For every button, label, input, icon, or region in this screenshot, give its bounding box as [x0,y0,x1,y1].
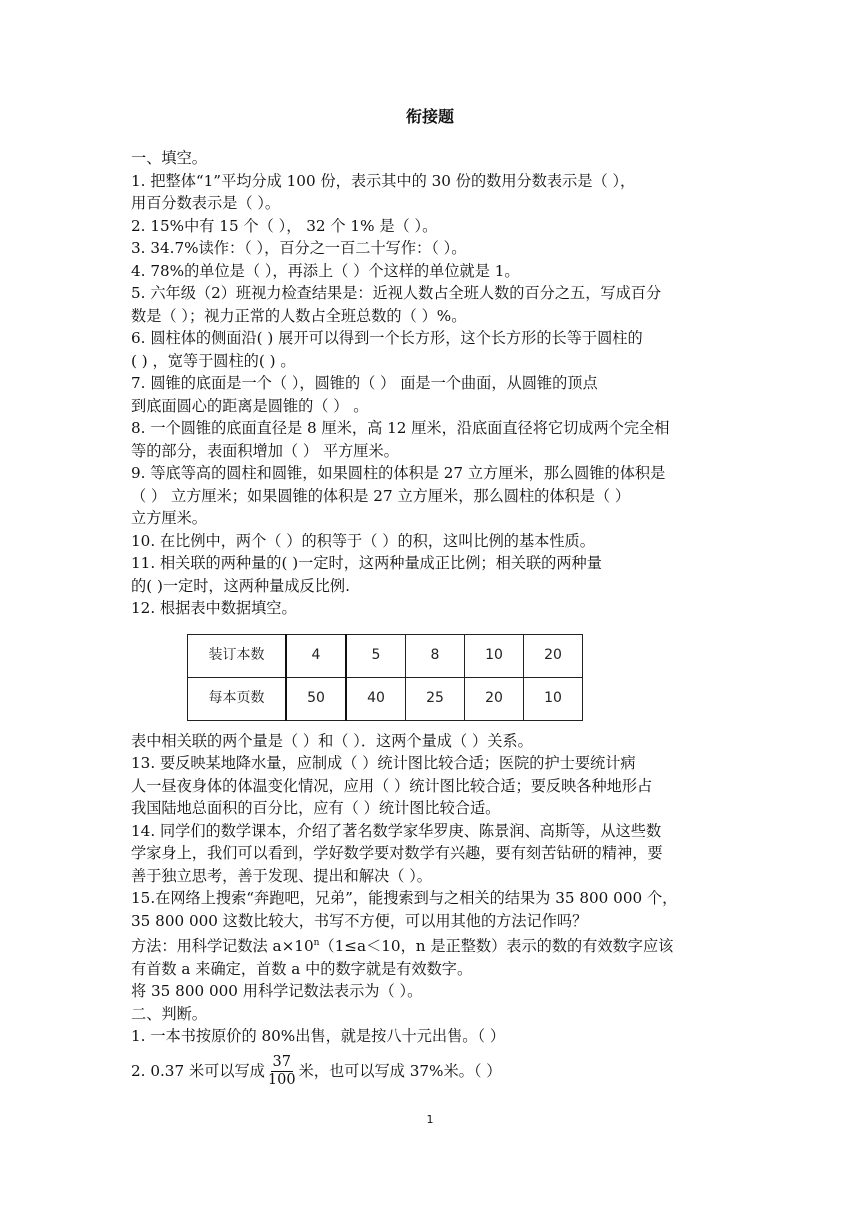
question-14-line-3: 善于独立思考，善于发现、提出和解决（ ）。 [131,866,432,885]
question-4: 4. 78%的单位是（ ），再添上（ ）个这样的单位就是 1。 [131,261,520,280]
data-table-wrapper [187,634,736,721]
question-15-line-1: 15.在网络上搜索“奔跑吧，兄弟”，能搜索到与之相关的结果为 35 800 000 个， [131,889,678,907]
question-15-method [131,932,736,958]
table-row-label: 装订本数 [188,634,287,677]
question-10: 10. 在比例中，两个（ ）的积等于（ ）的积，这叫比例的基本性质。 [131,531,595,550]
table-cell: 8 [406,634,465,677]
question-5-line-2: 数是（ ）；视力正常的人数占全班总数的（ ）%。 [131,306,467,325]
table-cell: 10 [524,677,583,720]
question-7-line-1: 7. 圆锥的底面是一个（ ），圆锥的（ ） 面是一个曲面，从圆锥的顶点 [131,374,598,392]
question-13-line-3: 我国陆地总面积的百分比，应有（ ）统计图比较合适。 [131,799,501,817]
question-5-line-1: 5. 六年级（2）班视力检查结果是：近视人数占全班人数的百分之五，写成百分 [131,284,662,302]
table-cell: 4 [286,634,346,677]
judgment-2 [131,1054,736,1089]
table-cell: 5 [346,634,406,677]
data-table [187,634,583,721]
table-row [188,634,583,677]
question-11-line-2: 的( )一定时，这两种量成反比例. [131,576,350,595]
question-13-line-2: 人一昼夜身体的体温变化情况，应用（ ）统计图比较合适；要反映各种地形占 [131,776,653,795]
table-row [188,677,583,720]
question-12-answer: 表中相关联的两个量是（ ）和（ ）．这两个量成（ ）关系。 [131,731,533,750]
method-text-post: （1≤a＜10，n 是正整数）表示的数的有效数字应该 [319,937,674,956]
question-7-line-2: 到底面圆心的距离是圆锥的（ ） 。 [131,396,369,415]
question-9-line-3: 立方厘米。 [131,509,207,527]
question-6-line-1: 6. 圆柱体的侧面沿( ) 展开可以得到一个长方形，这个长方形的长等于圆柱的 [131,329,643,347]
judgment-1: 1. 一本书按原价的 80%出售，就是按八十元出售。（ ） [131,1027,506,1046]
fraction-numerator: 37 [272,1053,291,1070]
table-cell: 10 [465,634,524,677]
table-row-label: 每本页数 [188,677,287,720]
question-14-line-1: 14. 同学们的数学课本，介绍了著名数学家华罗庚、陈景润、高斯等，从这些数 [131,821,662,840]
judgment-2-pre: 2. 0.37 米可以写成 [131,1061,265,1080]
fraction-denominator: 100 [267,1071,296,1088]
question-2: 2. 15%中有 15 个（ ）， 32 个 1% 是（ ）。 [131,216,438,235]
question-13-line-1: 13. 要反映某地降水量，应制成（ ）统计图比较合适；医院的护士要统计病 [131,754,636,772]
document-body [131,147,736,1089]
question-1-line-1: 1. 把整体“1”平均分成 100 份，表示其中的 30 份的数用分数表示是（ ）， [131,171,636,190]
question-9-line-1: 9. 等底等高的圆柱和圆锥，如果圆柱的体积是 27 立方厘米，那么圆锥的体积是 [131,464,666,482]
table-cell: 50 [286,677,346,720]
question-15-answer: 将 35 800 000 用科学记数法表示为（ ）。 [131,982,423,1001]
section-heading-judgment: 二、判断。 [131,1004,207,1023]
question-14-line-2: 学家身上，我们可以看到，学好数学要对数学有兴趣，要有刻苦钻研的精神，要 [131,844,663,862]
question-8-line-1: 8. 一个圆锥的底面直径是 8 厘米，高 12 厘米，沿底面直径将它切成两个完全相 [131,419,670,437]
exponent-n: n [313,938,320,948]
table-cell: 40 [346,677,406,720]
page-title: 衔接题 [405,107,454,126]
question-6-line-2: ( ) ，宽等于圆柱的( ) 。 [131,351,296,370]
question-1-line-2: 用百分数表示是（ ）。 [131,194,281,212]
table-cell: 20 [524,634,583,677]
question-8-line-2: 等的部分，表面积增加（ ） 平方厘米。 [131,441,399,460]
fraction [266,1054,298,1089]
method-text-pre: 方法：用科学记数法 a×10 [131,937,314,956]
section-heading-fill-blank: 一、填空。 [131,149,207,167]
judgment-2-post: 米，也可以写成 37%米。（ ） [298,1061,502,1080]
page-number: 1 [426,1113,434,1126]
question-3: 3. 34.7%读作：（ ），百分之一百二十写作：（ ）。 [131,239,467,257]
question-9-line-2: （ ） 立方厘米；如果圆锥的体积是 27 立方厘米，那么圆柱的体积是（ ） [131,486,631,505]
question-15-line-2: 35 800 000 这数比较大，书写不方便，可以用其他的方法记作吗？ [131,911,588,930]
table-cell: 25 [406,677,465,720]
question-12: 12. 根据表中数据填空。 [131,599,297,617]
question-11-line-1: 11. 相关联的两种量的( )一定时，这两种量成正比例；相关联的两种量 [131,554,602,572]
question-15-method-line-2: 有首数 a 来确定，首数 a 中的数字就是有效数字。 [131,959,473,978]
table-cell: 20 [465,677,524,720]
